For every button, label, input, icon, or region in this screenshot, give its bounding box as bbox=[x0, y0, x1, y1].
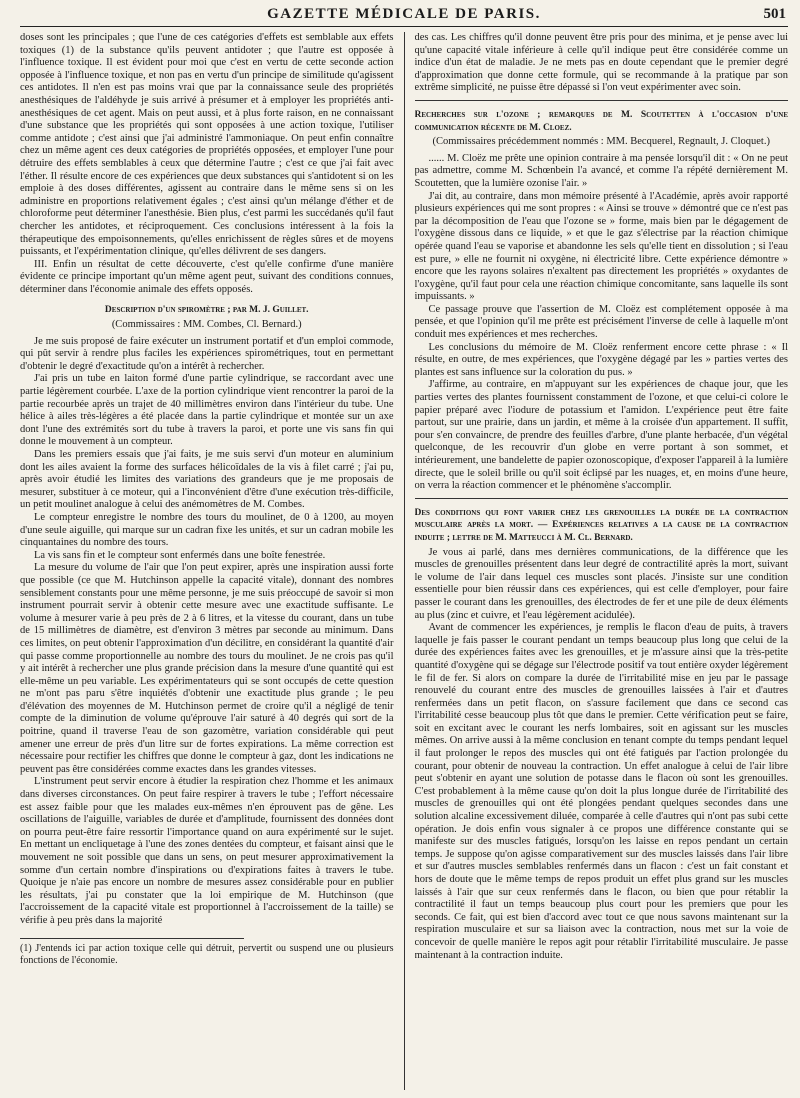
paragraph: La mesure du volume de l'air que l'on peut expirer, après une inspiration aussi forte que possible (ce que M. Hutchinson appelle la capacité vitale), donnant des nombres sensiblement constants pour une même personne, je me suis préoccupé de savoir si mon instrument pourrait servir à obtenir cette mesure avec une exactitude suffisante. Le volume à mesurer varie à peu près de 2 à 6 litres, et la vitesse du courant, dans un tube de 15 millimètres de diamètre, est d'environ 3 mètres par seconde au minimum. Dans ces limites, on peut obtenir l'approximation d'un décilitre, en considérant la quantité d'air qui passe comme proportionnelle au nombre des tours du moulinet. Je ne crois pas qu'il y ait intérêt à rechercher une plus grande précision dans la mesure d'une quantité qui est elle-même un peu variable. Les expérimentateurs qui se sont occupés de cette question ne m'ont pas paru s'être inquiétés d'obtenir une exactitude plus grande ; le peu d'élévation des moyennes de M. Hutchinson permet de croire qu'il a négligé de tenir compte de la diminution de volume qu'éprouve l'air saturé à 40 degrés qui sort de la poitrine, quand il traverse l'eau de son gazomètre, variation considérable qui peut amener une erreur de près d'un litre sur de fortes expirations. La même correction est nécessaire pour rectifier les chiffres que donne le compteur à gaz, dont les indications ne peuvent pas être considérées comme exactes dans les grandes vitesses. bbox=[20, 562, 394, 775]
footnote-divider bbox=[20, 938, 244, 939]
journal-title: GAZETTE MÉDICALE DE PARIS. bbox=[267, 6, 541, 22]
paragraph: Le compteur enregistre le nombre des tours du moulinet, de 0 à 1200, au moyen d'une seule aiguille, qui marque sur un cadran fixe les unités, et sur un cadran mobile les cinquantaines du nombre des tours. bbox=[20, 511, 394, 549]
commissioners-line: (Commissaires : MM. Combes, Cl. Bernard.) bbox=[111, 319, 302, 331]
paragraph: Dans les premiers essais que j'ai faits, je me suis servi d'un moteur en aluminium dont les ailes avaient la forme des surfaces hélicoïdales de la vis à filet carré ; j'ai pu, après avoir étudié les limites des variations des grandeurs que je me proposais de mesurer, substituer à ce moteur, qui a l'inconvénient d'être d'une exécution très-difficile, un petit moulinet analogue à celui des anémomètres de M. Combes. bbox=[20, 449, 394, 511]
section-divider bbox=[415, 498, 789, 499]
footnote: (1) J'entends ici par action toxique celle qui détruit, pervertit ou suspend une ou plusieurs fonctions de l'économie. bbox=[20, 942, 394, 966]
left-column bbox=[20, 32, 394, 1090]
paragraph: La vis sans fin et le compteur sont enfermés dans une boîte fenestrée. bbox=[34, 549, 326, 561]
page-number: 501 bbox=[763, 6, 786, 22]
paragraph: ...... M. Cloëz me prête une opinion contraire à ma pensée lorsqu'il dit : « On ne peut pas admettre, comme M. Schœnbein l'a avancé, et comme l'a répété dernièrement M. Scoutetten, que la lumière ozonise l'air. » bbox=[414, 152, 788, 189]
paragraph: doses sont les principales ; que l'une de ces catégories d'effets est semblable aux effets toxiques (1) de la substance qu'ils peuvent antidoter ; que l'autre est opposée à l'influence toxique. Il est évident pour moi que c'est en vertu de cette seconde action opposée à l'influence toxique, et non pas en vertu d'un principe de similitude qu'agissent ces antidotes. Il n'en est pas moins vrai que par la connaissance seule des propriétés anesthésiques de l'aldéhyde je suis arrivé à présumer et à employer les propriétés anti-anesthésiques de cet agent. Mais on peut aussi, et à plus forte raison, en ne connaissant d'une substance que les propriétés qui sont opposées à une action toxique, l'utiliser comme antidote ; c'est ainsi que j'ai administré l'ammoniaque. On peut enfin connaître chez un même agent ces deux catégories de propriétés opposées, et employer l'une pour détruire des effets semblables à ceux que détermine l'autre ; c'est ce que j'ai fait avec l'éther. Il résulte encore de ces expériences que deux substances qui s'antidotent si on les emploie à des doses différentes, agissent au contraire dans le même sens si on les administre en proportions relativement égales ; c'est ainsi qu'un mélange d'éther et de chloroforme peut déterminer l'anesthésie. Bien plus, c'est parmi les succédanés qu'il faut chercher les antidotes, et réciproquement. Ces conclusions intéressent à la fois la thérapeutique des empoisonnements, qu'elles enrichissent de règles sûres et de moyens puissants, et l'expérimentation clinique, qu'elles délivrent de ses dangers. bbox=[20, 32, 394, 258]
column-divider bbox=[404, 32, 405, 1090]
paragraph: des cas. Les chiffres qu'il donne peuvent être pris pour des minima, et je pense avec lui qu'une capacité vitale inférieure à celle qu'il indique peut être considérée comme un indice d'un état de maladie. Je ne mets pas en doute cependant que le premier degré d'approximation que donne cette formule, qui se recommande à la pratique par son extrême simplicité, ne puisse être dépassé si l'on veut expérimenter avec soin. bbox=[414, 32, 788, 94]
running-head bbox=[20, 6, 788, 27]
text-columns bbox=[20, 32, 788, 1090]
paragraph: Avant de commencer les expériences, je remplis le flacon d'eau de puits, à travers laquelle je fais passer le courant pendant un temps beaucoup plus long que celui de la durée des expériences faites avec les grenouilles, et je m'assure ainsi que la très-petite quantité d'oxygène qui se dégage sur l'électrode positif va tout entière oxyder légèrement le fil de fer. Si alors on compare la durée de l'irritabilité mise en jeu par le passage renouvelé du courant entre des muscles de grenouilles laissées à l'air et d'autres renfermées dans un petit flacon, on s'assure facilement que dans ce second cas l'irritabilité cesse beaucoup plus tôt que dans le premier. Cette vérification peut se faire, soit en excitant avec le courant les nerfs lombaires, soit en agissant sur les muscles mêmes. On arrive aussi à la même conclusion en tenant compte du temps pendant lequel il faut prolonger le repos des muscles qui ont été fatigués par l'action prolongée du courant, pour obtenir de nouveau la contraction. Un effet analogue à celui de l'air libre peut s'obtenir en ayant une solution de potasse dans le flacon où sont les grenouilles. C'est probablement à la même cause qu'on doit la plus longue durée de l'irritabilité des muscles de grenouilles qui ont été plongées pendant quelques secondes dans une solution alcaline excessivement diluée, comparée à celle d'autres qui n'ont pas subi cette opération. Je dois enfin vous signaler à ce propos une différence constante qui se manifeste sur des muscles fatigués, lorsqu'on les laisse en repos pendant un certain temps. Je suppose qu'on agisse comparativement sur des muscles laissés dans l'air libre et sur d'autres muscles semblables renfermés dans un flacon : c'est un fait constant et hors de doute que le même temps de repos produit un effet plus grand sur les muscles laissés à l'air que sur ceux renfermés dans le flacon, ou bien que pour rétablir la contractilité il faut un temps beaucoup plus court pour les premiers que pour les seconds. Ce fait, qui est bien d'accord avec tout ce que nous savons maintenant sur la respiration musculaire et sur sa liaison avec la contraction, nous met sur la voie de concevoir de quelle manière le repos agit pour rétablir l'irritabilité musculaire. Je passe maintenant à la contraction induite. bbox=[414, 622, 788, 961]
section-title-ozone: Recherches sur l'ozone ; remarques de M. Scoutetten à l'occasion d'une communication récente de M. Cloez. bbox=[414, 109, 788, 133]
paragraph: J'affirme, au contraire, en m'appuyant sur les expériences de chaque jour, que les parties vertes des plantes fournissent constamment de l'ozone, et que celui-ci colore le papier préparé avec l'iodure de potassium et l'amidon. L'expérience peut être faite partout, sur une prairie, dans un jardin, et même à la croisée d'un appartement. Il suffit, pour s'en convaincre, de prendre des feuilles d'arbre, d'une plante herbacée, d'un végétal quelconque, de les recouvrir d'un globe en verre portant à son sommet, et intérieurement, une bandelette de papier ozonoscopique, d'exposer l'appareil à la lumière directe, que le soleil brille ou qu'il soit éclipsé par les nuages, et, en moins d'une heure, on verra la réaction commencer et le phénomène s'accomplir. bbox=[414, 379, 788, 492]
section-title-frog-muscles: Des conditions qui font varier chez les grenouilles la durée de la contraction musculaire après la mort. — Expériences relatives a la cause de la contraction induite ; lettre de M. Matteucci à M. Cl. Bernard. bbox=[414, 507, 788, 543]
paragraph: Je vous ai parlé, dans mes dernières communications, de la différence que les muscles de grenouilles présentent dans leur degré de contractilité après la mort, suivant le volume de l'air dans lequel ces muscles sont placés. J'insiste sur une condition essentielle pour bien réussir dans ces expériences, qui est celle d'employer, pour faire passer le courant dans les grenouilles, des électrodes de fer et une pile de deux éléments au plus (zinc et cuivre, et l'eau légèrement acidulée). bbox=[414, 546, 788, 621]
paragraph: Ce passage prouve que l'assertion de M. Cloëz est complétement opposée à ma pensée, et que l'opinion qu'il me prête est précisément l'inverse de celle à laquelle m'ont conduit mes expériences et mes recherches. bbox=[414, 303, 788, 341]
right-column bbox=[415, 32, 789, 1090]
paragraph: L'instrument peut servir encore à étudier la respiration chez l'homme et les animaux dans diverses circonstances. On peut faire respirer à travers le tube ; l'effort nécessaire est assez faible pour que les malades eux-mêmes n'en éprouvent pas de gêne. Les oscillations de l'aiguille, variables de durée et d'amplitude, fournissent des données dont on pourra peut-être faire ressortir l'importance quand on aura expérimenté sur le sujet. En mettant un encliquetage à l'une des zones dentées du compteur, et faisant ainsi que le mouvement ne soit possible que dans un sens, on peut mesurer approximativement la somme d'un certain nombre d'inspirations ou d'expirations faites à travers le tube. Quoique je n'aie pas encore un nombre de mesures assez considérable pour en publier les résultats, j'ai pu constater que la loi empirique de M. Hutchinson (que l'accroissement de la capacité vitale est proportionnel à l'accroissement de la taille) se vérifie à peu près dans la majorité bbox=[20, 776, 394, 926]
section-divider bbox=[415, 100, 789, 101]
paragraph: III. Enfin un résultat de cette découverte, c'est qu'elle confirme d'une manière évidente ce principe important qu'un même agent peut, suivant des conditions connues, déterminer dans l'économie animale des effets opposés. bbox=[20, 258, 394, 295]
paragraph: Je me suis proposé de faire exécuter un instrument portatif et d'un emploi commode, qui pût servir à rendre plus faciles les expériences spirométriques, tout en permettant d'obtenir le degré d'exactitude qu'on a intérêt à rechercher. bbox=[20, 335, 394, 372]
paragraph: Les conclusions du mémoire de M. Cloëz renferment encore cette phrase : « Il résulte, en outre, de mes expériences, que l'oxygène dégagé par les » parties vertes des plantes est sans influence sur la coloration du pus. » bbox=[414, 341, 788, 378]
paragraph: J'ai pris un tube en laiton formé d'une partie cylindrique, se raccordant avec une partie légèrement courbée. L'axe de la portion cylindrique vient rencontrer la paroi de la partie recourbée après un trajet de 40 millimètres environ dans l'intérieur du tube. Une hélice à ailes très-légères a été placée dans la partie cylindrique et montée sur un axe dont l'une des extrémités sort du tube à travers la paroi, et porte une vis sans fin qui donne le mouvement à un compteur. bbox=[20, 373, 394, 448]
section-title-spirometer: Description d'un spiromètre ; par M. J. Guillet. bbox=[104, 305, 309, 316]
commissioners-line: (Commissaires précédemment nommés : MM. Becquerel, Regnault, J. Cloquet.) bbox=[432, 136, 770, 148]
paragraph: J'ai dit, au contraire, dans mon mémoire présenté à l'Académie, après avoir rapporté plusieurs expériences qui me sont propres : « Ainsi se trouve » démontré que ce n'est pas par la décomposition de l'eau que l'ozone se » forme, mais bien par le dégagement de l'oxygène dissous dans ce liquide, » et que le gaz s'électrise par la réaction chimique opérée quand l'eau se vaporise et abandonne les sels qu'elle tient en dissolution ; si l'eau est pure, » elle ne fournit ni oxygène, ni électricité libre. Cette expérience démontre » encore que les rayons solaires n'exaltent pas directement les propriétés » oxydantes de l'oxygène, qu'il faut pour cela une réaction chimique concomitante, sans laquelle ils sont impuissants. » bbox=[414, 190, 788, 303]
